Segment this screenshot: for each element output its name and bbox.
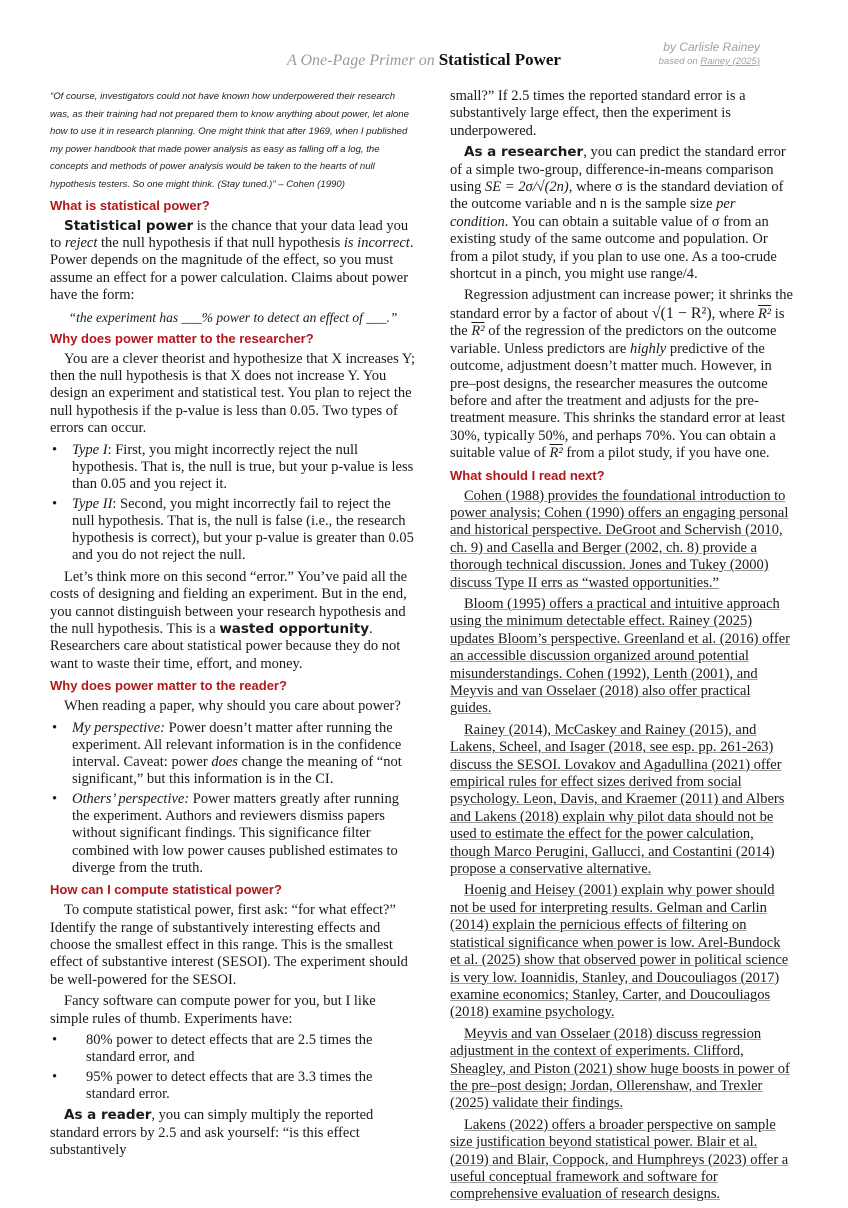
perspectives-list [50, 720, 416, 878]
as-researcher-term: As a researcher [464, 144, 584, 161]
heading-read-next: What should I read next? [450, 467, 605, 483]
based-prefix: based on [658, 56, 701, 67]
def-part3: . Power depends on the magnitude of the effect, so you must assume an effect for a power calculation. Claims about power have the form: [50, 234, 414, 304]
power-claim-form: “the experiment has ___% power to detect an effect of ___.” [68, 309, 398, 325]
adjust-part5: predictive of the outcome, adjustment doesn’t matter much. However, in pre–post designs, the researcher measures the outcome before and after the treatment and adjusts for the pre-treatment measure. This shrinks the standard error at least 30%, typically 50%, and perhaps 70%. You can obtain a suitable value of [450, 340, 786, 462]
reading-paragraph[interactable]: Rainey (2014), McCaskey and Rainey (2015), and Lakens, Scheel, and Isager (2018, see esp. pp. 261-263) discuss the SESOI. Lovakov and Agadullina (2021) offer empirical rules for effect sizes derived from social psychology. Leon, Davis, and Kraemer (2011) and Albers and Lakens (2018) explain why pilot data should not be used to estimate the effect for the power calculation, though Marco Perugini, Gallucci, and Costantini (2014) propose a conservative alternative. [450, 721, 785, 878]
reading-paragraph[interactable]: Bloom (1995) offers a practical and intuitive approach using the minimum detectable effect. Rainey (2025) updates Bloom’s perspective. Greenland et al. (2016) offer an accessible discussion organized around potential misunderstandings. Cohen (1992), Lenth (2001), and Meyvis and van Osselaer (2018) also offer practical guides. [450, 595, 790, 717]
others-perspective-text: Power matters greatly after running the experiment. Authors and reviewers dismiss papers without significant findings. This significance filter combined with low power causes published estimates to diverge from the truth. [72, 790, 399, 876]
para-definition [50, 218, 416, 305]
reading-paragraph[interactable]: Hoenig and Heisey (2001) explain why power should not be used for interpreting results. Gelman and Carlin (2014) explain the pernicious effects of filtering on statistical significance when power is low. Arel-Bundock et al. (2025) show that observed power in political science is very low. Ioannidis, Stanley, and Doucouliagos (2017) examine economics; Stanley, Carter, and Doucouliagos (2018) examine psychology. [450, 882, 789, 1021]
title-main: Statistical Power [438, 50, 561, 69]
r2-symbol: R² [549, 445, 563, 462]
sqrt-formula: √(1 − R²) [651, 304, 712, 322]
list-item [50, 496, 416, 565]
list-item: • 95% power to detect effects that are 3.3 times the standard error. [50, 1069, 416, 1104]
para-what-effect: To compute statistical power, first ask: “for what effect?” Identify the range of substantively interesting effects and choose the smallest effect in this range. This is the smallest effect of substantive interest (SESOI). The experiment should be well-powered for the SESOI. [50, 902, 408, 988]
my-perspective-a: Power doesn’t matter after running the experiment. All relevant information is in the confidence interval. Caveat: power [72, 719, 402, 771]
type1-label: Type I [72, 441, 108, 458]
adjust-part6: from a pilot study, if you have one. [562, 445, 770, 462]
r2-symbol: R² [471, 323, 485, 340]
para-theorist: You are a clever theorist and hypothesize that X increases Y; then the null hypothesis is that X does not increase Y. You design an experiment and statistical test. You plan to reject the null hypothesis if the p-value is less than 0.05. Two types of errors can occur. [50, 350, 415, 437]
list-item [50, 791, 416, 877]
byline [659, 40, 760, 67]
wasted-part1: Let’s think more on this second “error.” You’ve paid all the costs of designing and fielding an experiment. But in the end, you cannot distinguish between your research hypothesis and the null hypothesis. This is a [50, 568, 408, 637]
adjust-part2: , where [711, 305, 758, 322]
author: by Carlisle Rainey [663, 40, 760, 54]
based-on [659, 56, 760, 67]
list-item [50, 442, 416, 494]
wasted-term: wasted opportunity [219, 620, 369, 637]
heading-researcher: Why does power matter to the researcher? [50, 330, 314, 346]
based-link[interactable]: Rainey (2025) [700, 56, 760, 67]
adjust-part4: of the regression of the predictors on the outcome variable. Unless predictors are [450, 323, 777, 357]
para-rules-of-thumb: Fancy software can compute power for you, but I like simple rules of thumb. Experiments have: [50, 993, 376, 1027]
right-column [450, 88, 794, 1208]
type2-label: Type II [72, 495, 113, 512]
my-perspective-b: change the meaning of “not significant,” but this information is in the CI. [72, 754, 402, 788]
list-item: • 80% power to detect effects that are 2.5 times the standard error, and [50, 1032, 416, 1067]
others-perspective-label: Others’ perspective: [72, 790, 190, 807]
cohen-quote: “Of course, investigators could not have known how underpowered their research was, as their training had not prepared them to know anything about power, let alone how to use it in research planning. One might think that after 1969, when I published my power handbook that made power analysis as easy as falling off a log, the concepts and methods of power analysis would be taken to the hearts of null hypothesis testers. So one might think. (Stay tuned.)” – Cohen (1990) [50, 91, 409, 190]
para-regression-adjustment [450, 287, 794, 462]
para-as-reader [50, 1107, 416, 1159]
my-perspective-does: does [211, 754, 238, 771]
r2-symbol: R² [757, 305, 772, 322]
def-part2: the null hypothesis if that null hypothesis [97, 234, 344, 251]
para-reading: When reading a paper, why should you care about power? [64, 698, 401, 715]
as-reader-text: , you can simply multiply the reported standard errors by 2.5 and ask yourself: “is this effect substantively [50, 1107, 374, 1159]
heading-reader: Why does power matter to the reader? [50, 678, 287, 694]
researcher-part1: , you can predict the standard error of a simple two-group, difference-in-means comparison using [450, 144, 786, 196]
para-continued: small?” If 2.5 times the reported standard error is a substantively large effect, then the experiment is underpowered. [450, 88, 746, 139]
my-perspective-label: My perspective: [72, 719, 165, 736]
para-as-researcher [450, 144, 794, 283]
researcher-part3: . You can obtain a suitable value of σ from an existing study of the same outcome and population. Or from a pilot study, if you plan to use one. As a too-crude shortcut in a pinch, you might use range/4. [450, 213, 777, 283]
reading-paragraph[interactable]: Meyvis and van Osselaer (2018) discuss regression adjustment in the context of experiments. Clifford, Sheagley, and Piston (2021) show huge boosts in power of the pre–post design; Jordan, Ollerenshaw, and Trexler (2025) validate their findings. [450, 1025, 790, 1112]
adjust-part3: is the [450, 305, 785, 340]
se-formula: SE = 2σ/√(2n) [485, 179, 569, 196]
rules-list [50, 1032, 416, 1103]
researcher-part2: , where σ is the standard deviation of the outcome variable and n is the sample size [450, 179, 784, 213]
para-wasted-opportunity [50, 569, 416, 673]
adjust-part1: Regression adjustment can increase power; it shrinks the standard error by a factor of about [450, 287, 793, 322]
type1-text: : First, you might incorrectly reject the null hypothesis. That is, the null is true, but your p-value is less than 0.05 and you reject it. [72, 441, 414, 493]
reading-paragraph[interactable]: Lakens (2022) offers a broader perspective on sample size justification beyond statistical power. Blair et al. (2019) and Blair, Coppock, and Humphreys (2023) offer a useful conceptual framework and software for comprehensive evaluation of research designs. [450, 1116, 789, 1203]
error-types-list [50, 442, 416, 565]
heading-what-is-power: What is statistical power? [50, 197, 210, 213]
reading-paragraph[interactable]: Cohen (1988) provides the foundational introduction to power analysis; Cohen (1990) offers an engaging personal and historical perspective. DeGroot and Schervish (2010, ch. 9) and Casella and Berger (2002, ch. 8) provide a thorough technical discussion. Jones and Tukey (2000) discuss Type II errs as “wasted opportunities.” [450, 487, 789, 591]
term-statistical-power: Statistical power [64, 217, 194, 234]
def-reject: reject [64, 234, 98, 251]
type2-text: : Second, you might incorrectly fail to reject the null hypothesis. That is, the null is false (i.e., the research hypothesis is correct), but your p-value is greater than 0.05 and you do not reject the null. [72, 495, 414, 564]
heading-compute: How can I compute statistical power? [50, 882, 282, 898]
wasted-part2: . Researchers care about statistical power because they do not want to waste their time, effort, and money. [50, 620, 401, 672]
left-column [50, 88, 416, 1163]
def-part1: is the chance that your data lead you to [50, 217, 409, 251]
as-reader-term: As a reader [64, 1107, 152, 1124]
def-incorrect: is incorrect [343, 234, 410, 251]
adjust-highly: highly [629, 340, 667, 357]
title-prefix: A One-Page Primer on [287, 52, 439, 69]
per-condition: per condition [450, 196, 736, 230]
list-item [50, 720, 416, 789]
